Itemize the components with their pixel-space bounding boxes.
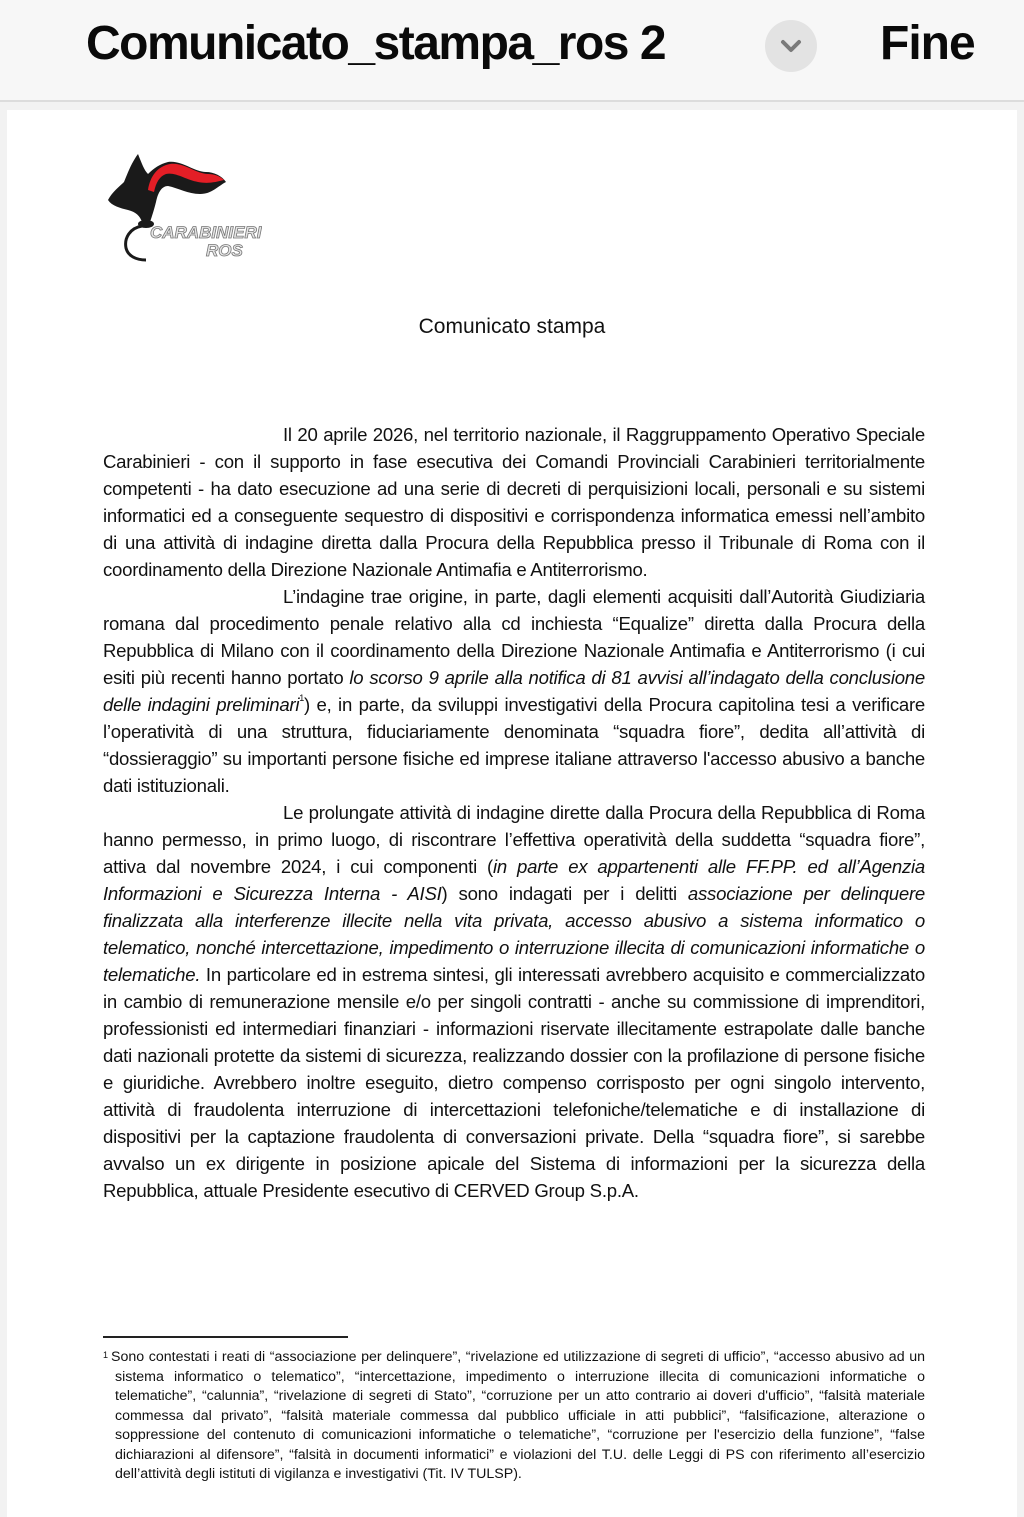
logo-text-ros: ROS xyxy=(206,241,243,260)
chevron-down-icon xyxy=(779,38,803,54)
press-release-heading: Comunicato stampa xyxy=(418,315,606,338)
paragraph-1: Il 20 aprile 2026, nel territorio nazionale, il Raggruppamento Operativo Speciale Carabinieri - con il supporto in fase esecutiva dei Comandi Provinciali Carabinieri territorialmente competenti - ha dato esecuzione ad una serie di decreti di perquisizioni locali, personali e su sistemi informatici ed a conseguente sequestro di dispositivi e corrispondenza informatica emessi nell’ambito di una attività di indagine diretta dalla Procura della Repubblica presso il Tribunale di Roma con il coordinamento della Direzione Nazionale Antimafia e Antiterrorismo. xyxy=(103,424,925,580)
footnote-separator xyxy=(103,1336,348,1338)
paragraph-3-italic-2: associazione per delinquere finalizzata alla interferenze illecite nella vita privata, accesso abusivo a sistema informatico o telematico, nonché intercettazione, impedimento o interruzione illecita di comunicazioni informatiche o telematiche. xyxy=(103,883,925,985)
document-page xyxy=(7,110,1017,1517)
paragraph-2-text: L’indagine trae origine, in parte, dagli elementi acquisiti dall’Autorità Giudiziaria romana dal procedimento penale relativo alla cd inchiesta “Equalize” diretta dalla Procura della Repubblica di Milano con il coordinamento della Direzione Nazionale Antimafia e Antiterrorismo (i cui esiti più recenti hanno portato xyxy=(103,586,925,688)
logo-text-carabinieri: CARABINIERI xyxy=(150,223,262,242)
title-menu-button[interactable] xyxy=(765,20,817,72)
carabinieri-ros-logo xyxy=(102,142,262,262)
logo-flame-black xyxy=(108,154,226,222)
footnote-1 xyxy=(103,1348,925,1485)
paragraph-3-italic-1: in parte ex appartenenti alle FF.PP. ed all’Agenzia Informazioni e Sicurezza Interna - AISI xyxy=(103,856,925,904)
paragraph-3-text: Le prolungate attività di indagine dirette dalla Procura della Repubblica di Roma hanno permesso, in primo luogo, di riscontrare l’effettiva operatività della suddetta “squadra fiore”, attiva dal novembre 2024, i cui componenti ( xyxy=(103,802,925,877)
paragraph-3 xyxy=(103,799,925,1204)
done-button[interactable]: Fine xyxy=(880,17,975,70)
paragraph-2-italic: lo scorso 9 aprile alla notifica di 81 avvisi all’indagato della conclusione delle indagini preliminari xyxy=(103,667,925,715)
footnote-text: Sono contestati i reati di “associazione per delinquere”, “rivelazione ed utilizzazione di segreti di ufficio”, “accesso abusivo ad un sistema informatico o telematico”, “intercettazione, impedimento o interruzione illecita di comunicazioni informatiche o telematiche”, “calunnia”, “rivelazione di segreti di Stato”, “corruzione per un atto contrario ai doveri d'ufficio”, “falsità materiale commessa dal privato”, “falsità materiale commessa dal pubblico ufficiale in atti pubblici”, “falsificazione, alterazione o soppressione del contenuto di comunicazioni informatiche o telematiche”, “corruzione per l'esercizio della funzione”, “false dichiarazioni al difensore”, “falsità in documenti informatici” e violazioni del T.U. delle Leggi di PS con riferimento all’esercizio dell’attività degli istituti di vigilanza e investigativi (Tit. IV TULSP). xyxy=(111,1349,925,1482)
paragraph-3-text-2: ) sono indagati per i delitti xyxy=(441,883,688,904)
paragraph-3-text-3: In particolare ed in estrema sintesi, gli interessati avrebbero acquisito e commercializzato in cambio di remunerazione mensile e/o per singoli contratti - anche su commissione di imprenditori, professionisti ed intermediari finanziari - informazioni riservate illecitamente estrapolate dalle banche dati nazionali protette da sistemi di sicurezza, realizzando dossier con la profilazione di persone fisiche e giuridiche. Avrebbero inoltre eseguito, dietro compenso corrisposto per ogni singolo intervento, attività di fraudolenta interruzione di intercettazioni telefoniche/telematiche e di installazione di dispositivi per la captazione fraudolenta di conversazioni private. Della “squadra fiore”, si sarebbe avvalso un ex dirigente in posizione apicale del Sistema di informazioni per la sicurezza della Repubblica, attuale Presidente esecutivo di CERVED Group S.p.A. xyxy=(103,964,925,1201)
document-viewer-header xyxy=(0,0,1024,102)
logo-grenade-ring xyxy=(126,226,146,260)
footnote-marker: 1 xyxy=(103,1350,109,1360)
paragraph-2-text-cont: ) e, in parte, da sviluppi investigativi della Procura capitolina tesi a verificare l’operatività di una struttura, fiduciariamente denominata “squadra fiore”, dedita all’attività di “dossieraggio” su importanti persone fisiche ed imprese italiane attraverso l'accesso abusivo a banche dati istituzionali. xyxy=(103,694,925,796)
paragraph-2 xyxy=(103,583,925,799)
file-title: Comunicato_stampa_ros 2 xyxy=(86,17,666,70)
footnote-reference[interactable]: 1 xyxy=(299,693,305,703)
press-release-body xyxy=(103,421,925,1204)
